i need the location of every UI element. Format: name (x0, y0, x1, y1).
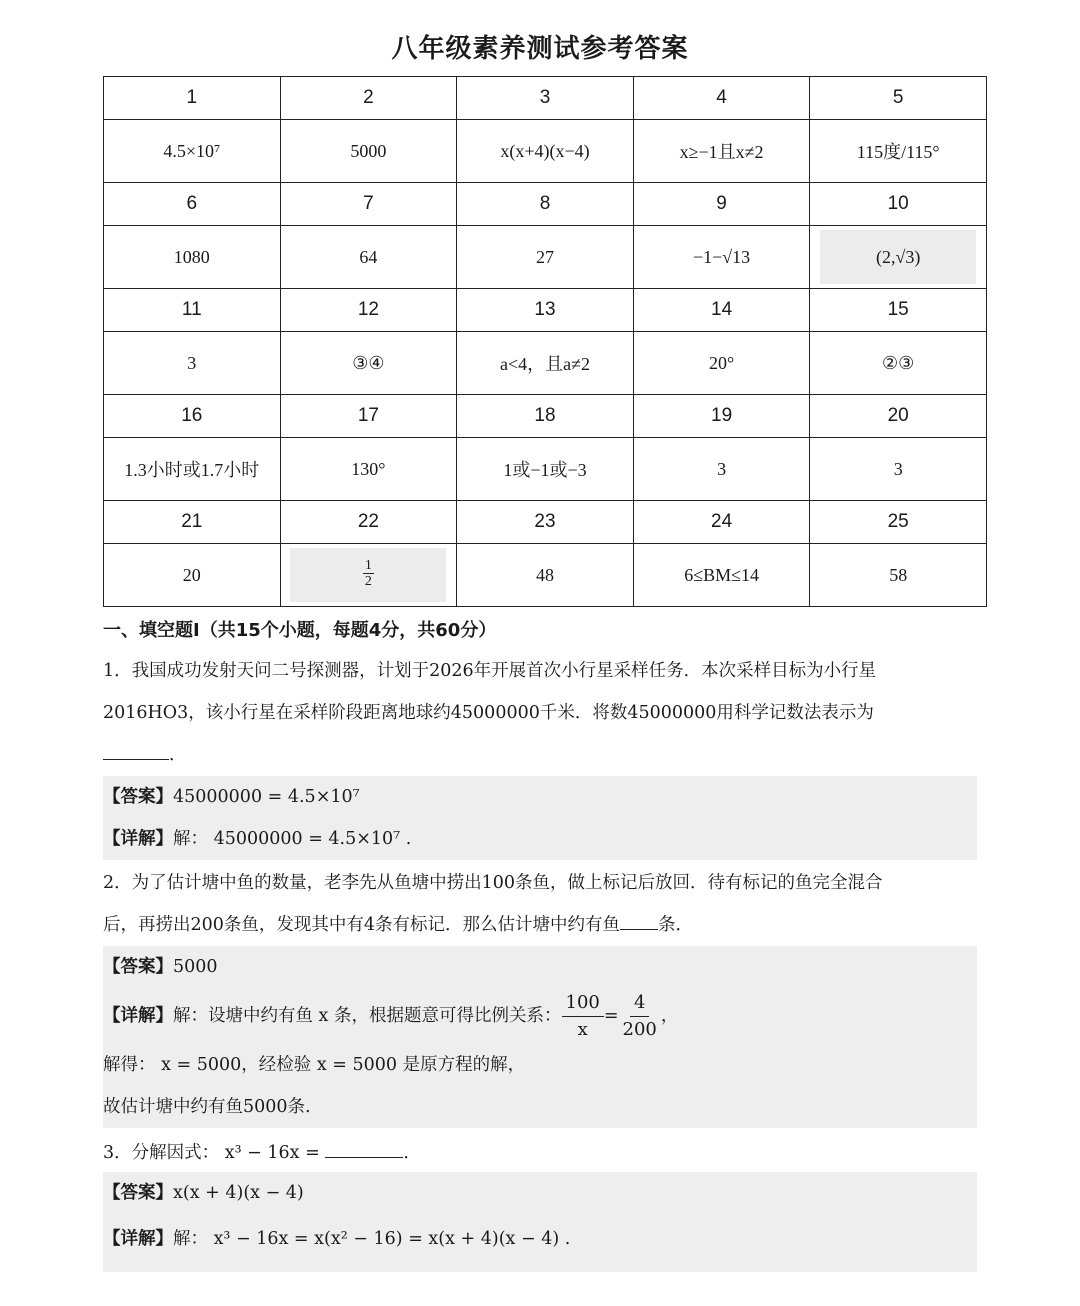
question-number-cell: 6 (104, 183, 281, 226)
question-number-cell: 23 (457, 501, 634, 544)
question-number-cell: 13 (457, 289, 634, 332)
question-number-cell: 1 (104, 77, 281, 120)
q2-line2 (103, 904, 977, 946)
detail-label: 【详解】 (103, 1229, 173, 1249)
answer-row (104, 332, 987, 395)
answer-blank (325, 1135, 403, 1158)
question-number-cell: 8 (457, 183, 634, 226)
question-number-cell: 14 (633, 289, 810, 332)
question-number-row (104, 183, 987, 226)
detail-label: 【详解】 (103, 829, 173, 849)
question-number-cell: 17 (280, 395, 457, 438)
question-number-cell: 15 (810, 289, 987, 332)
question-number-row (104, 501, 987, 544)
q1-line3-end: ． (169, 745, 187, 765)
q2-line2-a: 后，再捞出200条鱼，发现其中有4条有标记．那么估计塘中约有鱼 (103, 915, 621, 935)
answer-row (104, 438, 987, 501)
q3-answer-block (103, 1172, 977, 1272)
question-number-cell: 2 (280, 77, 457, 120)
answer-value: (2,√3) (820, 230, 976, 284)
q2-line2-b: 条． (658, 915, 694, 935)
q3-detail (103, 1214, 977, 1264)
q1-detail (103, 818, 977, 860)
answer-cell: 58 (810, 544, 987, 607)
question-number-cell: 20 (810, 395, 987, 438)
question-number-cell: 16 (104, 395, 281, 438)
q2-answer (103, 946, 977, 988)
q1-answer (103, 776, 977, 818)
fraction-100-over-x: $\frac{100}{x}$ (562, 992, 604, 1041)
answer-cell: 1或−1或−3 (457, 438, 634, 501)
q1-detail-value: 解： 45000000 = 4.5×10⁷ . (173, 829, 412, 849)
answer-cell: 115度/115° (810, 120, 987, 183)
q3-line1-text: 3．分解因式： x³ − 16x = (103, 1143, 320, 1163)
answer-cell: 6≤BM≤14 (633, 544, 810, 607)
q2-detail-a: 解：设塘中约有鱼 x 条，根据题意可得比例关系： (173, 1006, 562, 1026)
q1-line3 (103, 734, 977, 776)
q1-answer-value: 45000000 = 4.5×10⁷ (173, 787, 360, 807)
answer-row (104, 120, 987, 183)
answer-cell: 3 (810, 438, 987, 501)
question-1 (103, 650, 977, 776)
question-number-cell: 24 (633, 501, 810, 544)
answer-cell: 4.5×10⁷ (104, 120, 281, 183)
q3-answer-value: x(x + 4)(x − 4) (173, 1183, 304, 1203)
question-number-cell: 25 (810, 501, 987, 544)
question-number-cell: 18 (457, 395, 634, 438)
question-number-cell: 19 (633, 395, 810, 438)
q2-detail-end: ， (660, 1006, 679, 1026)
q2-detail3: 故估计塘中约有鱼5000条. (103, 1097, 311, 1117)
question-number-cell: 11 (104, 289, 281, 332)
q2-line1: 2．为了估计塘中鱼的数量，老李先从鱼塘中捞出100条鱼，做上标记后放回．待有标记的鱼完全混合 (103, 873, 883, 893)
answer-cell: 48 (457, 544, 634, 607)
q2-answer-value: 5000 (173, 957, 218, 977)
q3-detail-value: 解： x³ − 16x = x(x² − 16) = x(x + 4)(x − 4) . (173, 1229, 571, 1249)
answer-cell: 27 (457, 226, 634, 289)
q3-answer (103, 1172, 977, 1214)
answer-cell: 20° (633, 332, 810, 395)
answer-row (104, 226, 987, 289)
q1-line2: 2016HO3，该小行星在采样阶段距离地球约45000000千米．将数45000000用科学记数法表示为 (103, 703, 874, 723)
question-number-row (104, 289, 987, 332)
answer-cell: x≥−1且x≠2 (633, 120, 810, 183)
question-number-row (104, 395, 987, 438)
question-number-row (104, 77, 987, 120)
q1-line1: 1．我国成功发射天问二号探测器，计划于2026年开展首次小行星采样任务．本次采样目标为小行星 (103, 661, 877, 681)
q1-answer-block (103, 776, 977, 860)
answer-cell: 20 (104, 544, 281, 607)
question-number-cell: 21 (104, 501, 281, 544)
answer-blank (103, 737, 169, 760)
answer-cell: 1080 (104, 226, 281, 289)
answer-label: 【答案】 (103, 957, 173, 977)
question-number-cell: 3 (457, 77, 634, 120)
answer-cell: ②③ (810, 332, 987, 395)
answer-label: 【答案】 (103, 1183, 173, 1203)
detail-label: 【详解】 (103, 1006, 173, 1026)
question-number-cell: 9 (633, 183, 810, 226)
question-number-cell: 4 (633, 77, 810, 120)
answer-label: 【答案】 (103, 787, 173, 807)
fraction-4-over-200: $\frac{4}{200}$ (622, 992, 657, 1040)
q2-detail (103, 988, 977, 1044)
answer-cell: 3 (104, 332, 281, 395)
answer-cell: 64 (280, 226, 457, 289)
question-3 (103, 1132, 977, 1174)
page-title: 八年级素养测试参考答案 (391, 34, 689, 64)
answer-cell: 3 (633, 438, 810, 501)
fraction-one-half: $\frac{1}{2}$ (364, 558, 372, 589)
answer-cell: 130° (280, 438, 457, 501)
answer-value (290, 548, 446, 602)
q3-line1 (103, 1132, 977, 1174)
section-heading: 一、填空题Ⅰ（共15个小题，每题4分，共60分） (103, 620, 497, 641)
answer-cell: 5000 (280, 120, 457, 183)
question-number-cell: 22 (280, 501, 457, 544)
question-2 (103, 862, 977, 946)
question-number-cell: 5 (810, 77, 987, 120)
question-number-cell: 12 (280, 289, 457, 332)
equals-sign: = (603, 1006, 619, 1026)
answer-cell (280, 544, 457, 607)
question-number-cell: 10 (810, 183, 987, 226)
answer-cell: x(x+4)(x−4) (457, 120, 634, 183)
answer-cell: 1.3小时或1.7小时 (104, 438, 281, 501)
answer-cell (810, 226, 987, 289)
answer-table (103, 76, 987, 607)
answer-blank (620, 907, 658, 930)
answer-cell: ③④ (280, 332, 457, 395)
question-number-cell: 7 (280, 183, 457, 226)
q3-line1-end: ． (403, 1143, 421, 1163)
answer-cell: a<4，且a≠2 (457, 332, 634, 395)
answer-row (104, 544, 987, 607)
q2-answer-block (103, 946, 977, 1128)
answer-cell: −1−√13 (633, 226, 810, 289)
q2-detail2: 解得： x = 5000，经检验 x = 5000 是原方程的解， (103, 1055, 526, 1075)
